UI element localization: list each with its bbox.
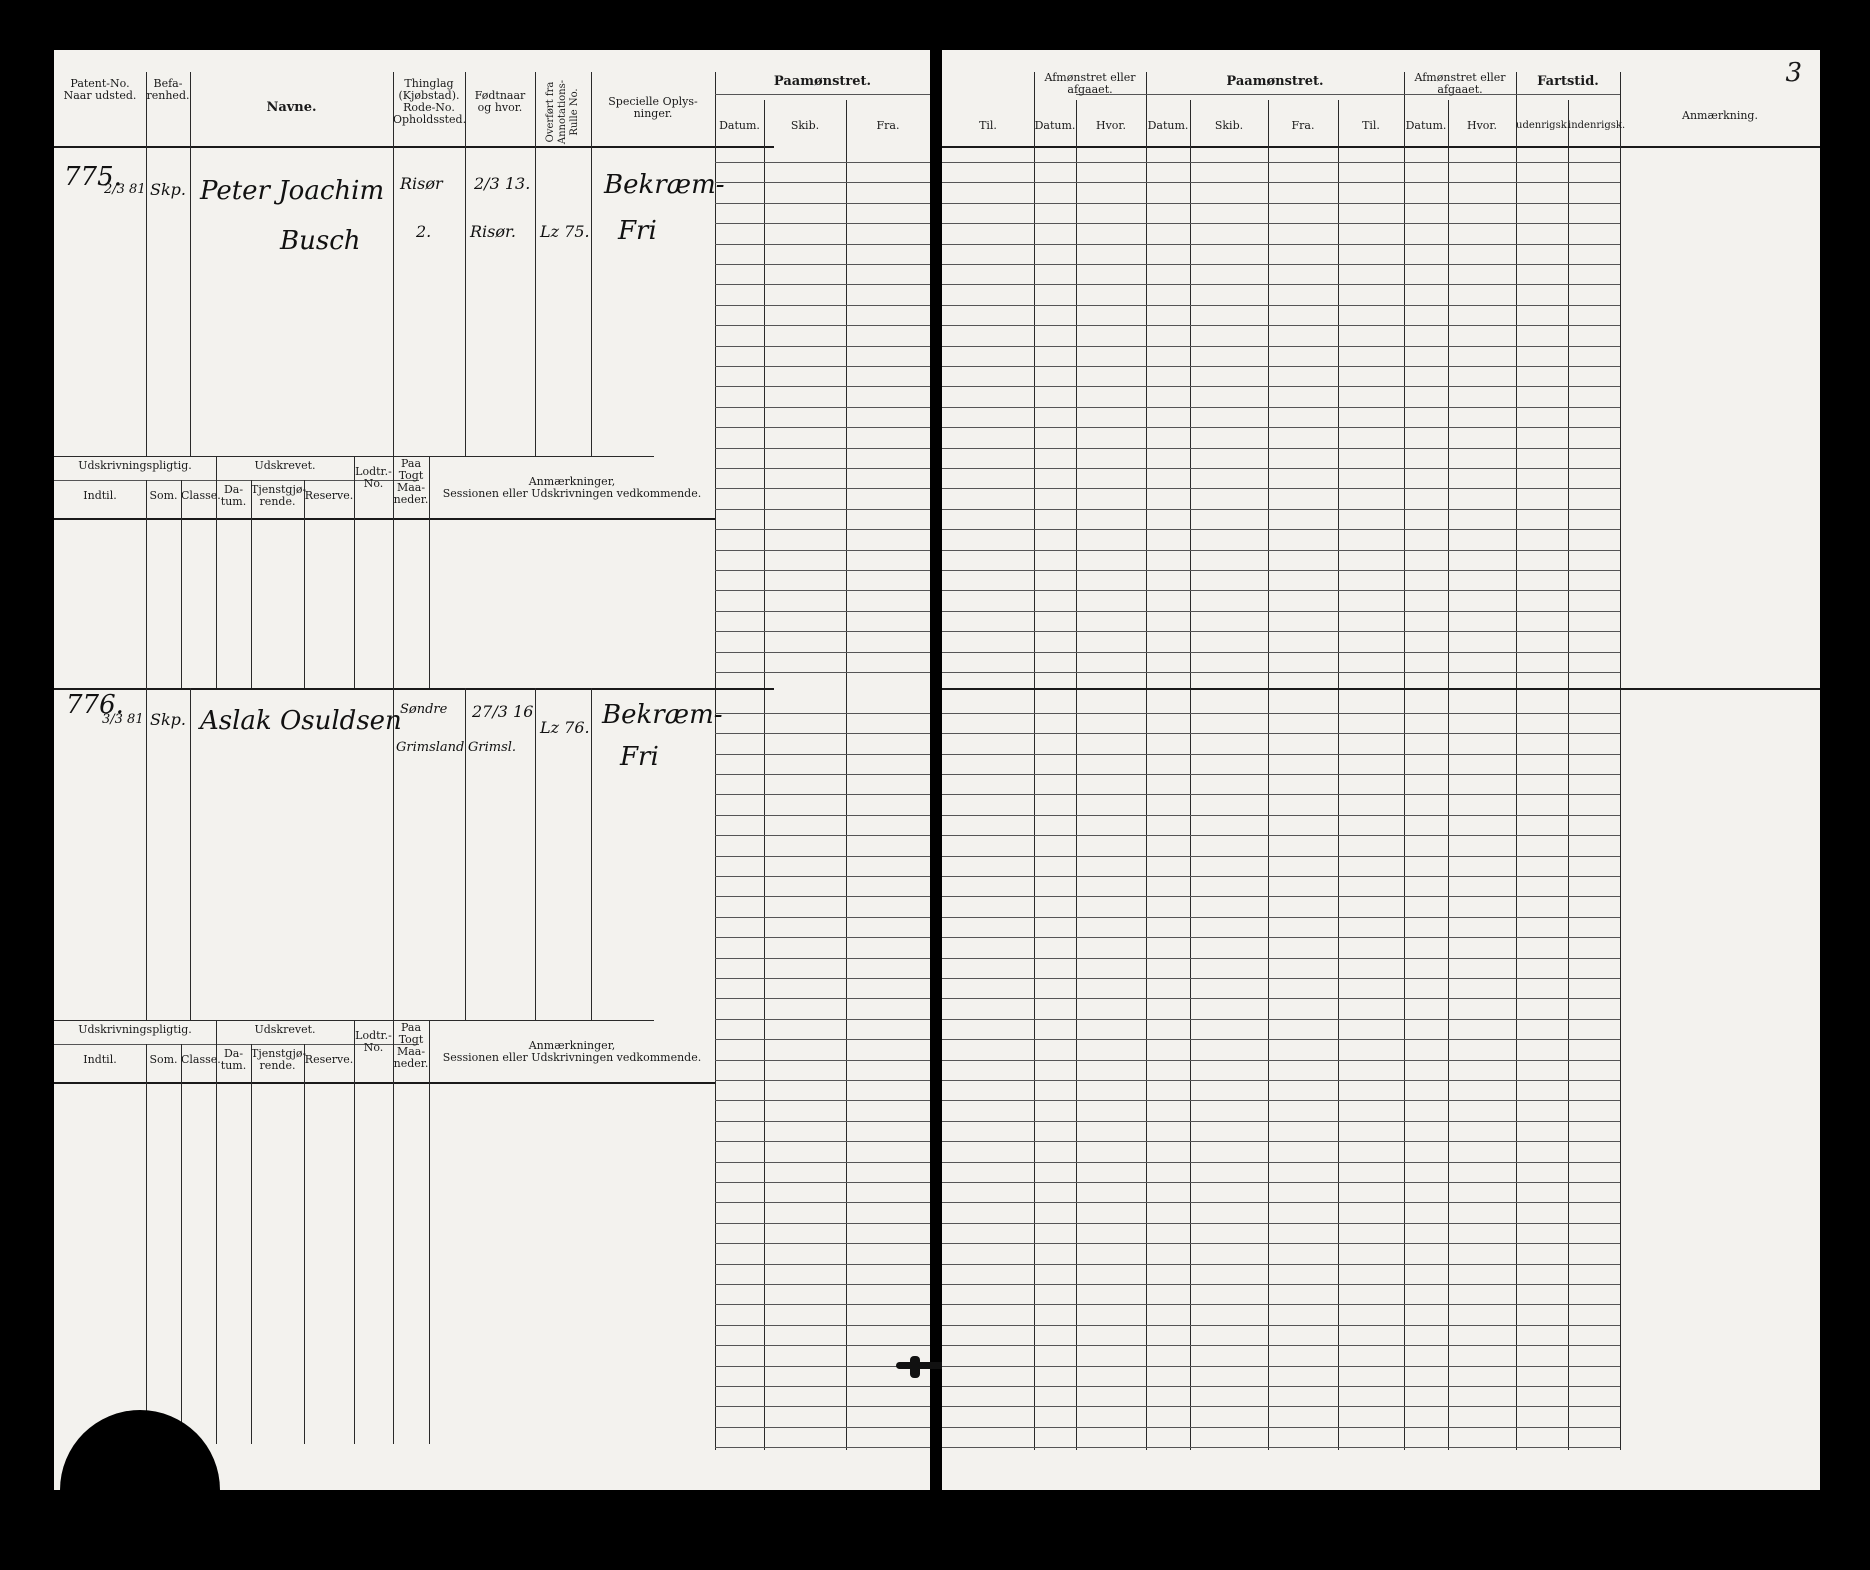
ruled-line <box>715 856 930 857</box>
ruled-line <box>715 652 930 653</box>
header-fodt: Fødtnaar og hvor. <box>474 89 526 114</box>
header-fra: Fra. <box>1291 119 1315 132</box>
ruled-line <box>942 203 1620 204</box>
ruled-line <box>715 529 930 530</box>
ruled-line <box>715 203 930 204</box>
ruled-line <box>715 182 930 183</box>
fartstid-underline <box>1516 94 1620 95</box>
ruled-line <box>942 509 1620 510</box>
sub-col-divider <box>354 456 355 688</box>
ruled-line <box>715 1121 930 1122</box>
ruled-line <box>715 244 930 245</box>
entry-2-thinglag: Søndre <box>400 702 448 717</box>
right-page <box>942 50 1820 1490</box>
ruled-line <box>942 1366 1620 1367</box>
col-divider <box>764 100 765 1450</box>
ruled-line <box>715 1141 930 1142</box>
ruled-line <box>715 1284 930 1285</box>
col-divider <box>1448 100 1449 1450</box>
ruled-line <box>715 631 930 632</box>
entry-2-name-first: Aslak Osuldsen <box>200 706 402 736</box>
entry-2-number: 776. <box>66 690 124 720</box>
entry-1-date: 2/3 81 <box>104 182 146 197</box>
ruled-line <box>715 448 930 449</box>
ruled-line <box>715 1264 930 1265</box>
ruled-line <box>715 427 930 428</box>
ruled-line <box>715 1386 930 1387</box>
col-divider <box>535 72 536 456</box>
ruled-line <box>942 611 1620 612</box>
ruled-line <box>715 550 930 551</box>
ruled-line <box>715 937 930 938</box>
ruled-line <box>715 754 930 755</box>
ruled-line <box>942 958 1620 959</box>
ruled-line <box>715 509 930 510</box>
ruled-line <box>942 1345 1620 1346</box>
header-paamonstret: Paamønstret. <box>1226 74 1324 89</box>
entry-2-date: 3/3 81 <box>102 712 144 727</box>
ruled-line <box>715 1243 930 1244</box>
header-befarenhed: Befa- renhed. <box>146 77 190 102</box>
ruled-line <box>942 937 1620 938</box>
sub-col-divider <box>251 480 252 688</box>
sub-reserve: Reserve. <box>304 489 354 502</box>
header-datum: Datum. <box>1147 119 1189 132</box>
ruled-line <box>715 1406 930 1407</box>
header-bottom-rule <box>942 146 1820 148</box>
ruled-line <box>715 284 930 285</box>
ruled-line <box>942 896 1620 897</box>
entry-1-name-last: Busch <box>280 226 361 256</box>
paamonstret-underline <box>1146 94 1404 95</box>
header-overfort: Overført fra Annotations- Rulle No. <box>545 79 580 145</box>
ruled-line <box>715 1223 930 1224</box>
ruled-line <box>942 774 1620 775</box>
paamonstret-underline <box>715 94 930 95</box>
sub-col-divider <box>354 1020 355 1444</box>
entry-1-specielle-1: Bekræm- <box>604 170 725 200</box>
ruled-line <box>715 794 930 795</box>
ruled-line <box>715 713 930 714</box>
col-divider <box>535 688 536 1020</box>
sub-som: Som. <box>149 489 178 502</box>
ruled-line <box>942 162 1620 163</box>
ruled-line <box>942 713 1620 714</box>
ruled-line <box>942 631 1620 632</box>
ruled-line <box>715 611 930 612</box>
ruled-line <box>715 488 930 489</box>
ruled-line <box>715 305 930 306</box>
header-datum: Datum. <box>1034 119 1076 132</box>
ruled-line <box>715 978 930 979</box>
col-divider <box>1338 100 1339 1450</box>
ruled-line <box>715 896 930 897</box>
ruled-line <box>715 366 930 367</box>
sub-col-divider <box>304 480 305 688</box>
col-divider <box>591 72 592 456</box>
ruled-line <box>715 1162 930 1163</box>
ruled-line <box>942 1427 1620 1428</box>
ruled-line <box>942 448 1620 449</box>
ruled-line <box>942 488 1620 489</box>
sub-datum: Da- tum. <box>220 1047 247 1072</box>
header-fra: Fra. <box>876 119 900 132</box>
entry-2-overfort: Lz 76. <box>540 718 590 737</box>
header-indenrigsk: indenrigsk. <box>1568 120 1626 131</box>
sub-col-divider <box>429 1020 430 1444</box>
ruled-line <box>942 182 1620 183</box>
ruled-line <box>942 1121 1620 1122</box>
binding-knot <box>910 1356 920 1378</box>
entry-1-overfort: Lz 75. <box>540 222 590 241</box>
ruled-line <box>942 550 1620 551</box>
ruled-line <box>715 570 930 571</box>
sub-paa-togt: Paa Togt Maa- neder. <box>393 1021 429 1070</box>
ruled-line <box>942 529 1620 530</box>
ruled-line <box>942 386 1620 387</box>
header-udenrigsk: udenrigsk. <box>1516 120 1570 131</box>
ruled-line <box>715 835 930 836</box>
ruled-line <box>942 305 1620 306</box>
col-divider <box>1268 100 1269 1450</box>
ruled-line <box>715 1202 930 1203</box>
ruled-line <box>715 815 930 816</box>
sub-col-divider <box>181 480 182 688</box>
ruled-line <box>942 366 1620 367</box>
header-datum: Datum. <box>1405 119 1447 132</box>
entry-1-name-first: Peter Joachim <box>200 176 385 206</box>
ruled-line <box>715 1060 930 1061</box>
ruled-line <box>942 427 1620 428</box>
header-thinglag: Thinglag (Kjøbstad). Rode-No. Opholdssted. <box>393 77 467 126</box>
ruled-line <box>715 876 930 877</box>
ruled-line <box>715 1447 930 1448</box>
page-number: 3 <box>1785 58 1802 88</box>
entry-2-specielle-1: Bekræm- <box>602 700 723 730</box>
sub-col-divider <box>216 1020 217 1444</box>
header-hvor: Hvor. <box>1467 119 1497 132</box>
ruled-line <box>942 1304 1620 1305</box>
col-divider <box>190 688 191 1020</box>
header-til: Til. <box>979 119 997 132</box>
ruled-line <box>715 223 930 224</box>
sub-col-divider <box>146 1044 147 1444</box>
entry-1-befarenhed: Skp. <box>150 180 186 199</box>
header-datum: Datum. <box>719 119 760 132</box>
col-divider <box>1568 100 1569 1450</box>
entry-2-fodt-place: Grimsl. <box>468 740 517 755</box>
ruled-line <box>942 917 1620 918</box>
ruled-line <box>942 835 1620 836</box>
sub-lodtr-no: Lodtr.- No. <box>355 465 392 490</box>
ruled-line <box>942 1141 1620 1142</box>
ruled-line <box>715 590 930 591</box>
ruled-line <box>942 652 1620 653</box>
entry-2-rode-no: Grimsland <box>396 740 465 755</box>
entry-1-specielle-2: Fri <box>618 216 657 246</box>
sub-lodtr-no: Lodtr.- No. <box>355 1029 392 1054</box>
ruled-line <box>942 1019 1620 1020</box>
ruled-line <box>942 1039 1620 1040</box>
ruled-line <box>942 754 1620 755</box>
ruled-line <box>715 1325 930 1326</box>
ruled-line <box>942 325 1620 326</box>
sub-datum: Da- tum. <box>220 483 247 508</box>
ruled-line <box>942 1447 1620 1448</box>
ruled-line <box>942 876 1620 877</box>
ruled-line <box>715 1304 930 1305</box>
header-bottom-rule <box>54 146 774 148</box>
ruled-line <box>942 1100 1620 1101</box>
col-divider <box>393 688 394 1020</box>
sub-anmaerkninger: Anmærkninger, Sessionen eller Udskrivningen vedkommende. <box>442 475 702 500</box>
header-afmonstret: Afmønstret eller afgaaet. <box>1044 71 1136 96</box>
col-divider <box>146 72 147 456</box>
sub-col-divider <box>251 1044 252 1444</box>
ruled-line <box>942 223 1620 224</box>
sub-classe: Classe. <box>181 489 221 502</box>
ruled-line <box>942 1386 1620 1387</box>
ruled-line <box>942 1080 1620 1081</box>
sub-col-divider <box>393 1020 394 1444</box>
entry-1-thinglag: Risør <box>400 174 443 193</box>
subtable-header-rule <box>54 518 715 520</box>
ruled-line <box>715 1427 930 1428</box>
entry-2-specielle-2: Fri <box>620 742 659 772</box>
header-specielle: Specielle Oplys- ninger. <box>608 95 698 120</box>
ruled-line <box>715 264 930 265</box>
ruled-line <box>942 264 1620 265</box>
col-divider <box>190 72 191 456</box>
ruled-line <box>715 1100 930 1101</box>
ruled-line <box>942 1202 1620 1203</box>
ruled-line <box>715 386 930 387</box>
header-paamonstret: Paamønstret. <box>773 74 872 89</box>
ruled-line <box>942 1243 1620 1244</box>
ruled-line <box>942 998 1620 999</box>
ruled-line <box>942 1182 1620 1183</box>
entry-1-number: 775. <box>64 162 122 192</box>
sub-udskrivningspligtig: Udskrivningspligtig. <box>78 1023 192 1036</box>
ruled-line <box>942 1162 1620 1163</box>
ruled-line <box>715 958 930 959</box>
sub-som: Som. <box>149 1053 178 1066</box>
sub-tjenstgjorende: Tjenstgjø- rende. <box>251 483 307 508</box>
header-fartstid: Fartstid. <box>1537 74 1599 89</box>
sub-udskrivningspligtig: Udskrivningspligtig. <box>78 459 192 472</box>
col-divider <box>393 72 394 456</box>
sub-paa-togt: Paa Togt Maa- neder. <box>393 457 429 506</box>
ruled-line <box>715 1080 930 1081</box>
ruled-line <box>942 590 1620 591</box>
sub-anmaerkninger: Anmærkninger, Sessionen eller Udskrivningen vedkommende. <box>442 1039 702 1064</box>
ruled-line <box>715 346 930 347</box>
sub-indtil: Indtil. <box>83 1053 117 1066</box>
ruled-line <box>942 244 1620 245</box>
ruled-line <box>715 1345 930 1346</box>
col-divider <box>465 688 466 1020</box>
header-navne: Navne. <box>266 100 317 115</box>
sub-udskrevet: Udskrevet. <box>254 459 316 472</box>
ruled-line <box>715 1182 930 1183</box>
sub-reserve: Reserve. <box>304 1053 354 1066</box>
ruled-line <box>715 1019 930 1020</box>
sub-tjenstgjorende: Tjenstgjø- rende. <box>251 1047 307 1072</box>
ruled-line <box>942 1060 1620 1061</box>
header-patent-no: Patent-No. Naar udsted. <box>63 77 137 102</box>
ruled-line <box>942 407 1620 408</box>
ruled-line <box>942 1223 1620 1224</box>
ruled-line <box>715 917 930 918</box>
ruled-line <box>942 794 1620 795</box>
ruled-line <box>715 672 930 673</box>
ruled-line <box>942 1325 1620 1326</box>
entry-1-fodt-date: 2/3 13. <box>474 174 531 193</box>
sub-indtil: Indtil. <box>83 489 117 502</box>
ruled-line <box>942 1406 1620 1407</box>
col-divider <box>1190 100 1191 1450</box>
col-divider <box>146 688 147 1020</box>
page-shadow <box>60 1410 220 1570</box>
col-divider <box>465 72 466 456</box>
entry-2-befarenhed: Skp. <box>150 710 186 729</box>
col-divider <box>1076 100 1077 1450</box>
header-til: Til. <box>1362 119 1380 132</box>
sub-col-divider <box>181 1044 182 1444</box>
header-anmaerkning: Anmærkning. <box>1682 109 1758 122</box>
ruled-line <box>942 815 1620 816</box>
col-divider <box>846 100 847 1450</box>
subtable-header-rule <box>54 1082 715 1084</box>
sub-col-divider <box>304 1044 305 1444</box>
entry-1-rode-no: 2. <box>416 222 432 241</box>
ruled-line <box>942 284 1620 285</box>
ruled-line <box>715 733 930 734</box>
ruled-line <box>942 1264 1620 1265</box>
header-hvor: Hvor. <box>1096 119 1126 132</box>
entry-1-fodt-place: Risør. <box>470 222 516 241</box>
entry-divider-rule <box>54 688 774 690</box>
col-divider <box>591 688 592 1020</box>
sub-classe: Classe. <box>181 1053 221 1066</box>
sub-col-divider <box>146 480 147 688</box>
ruled-line <box>942 733 1620 734</box>
ruled-line <box>942 468 1620 469</box>
col-divider <box>1620 72 1621 1450</box>
ruled-line <box>942 1284 1620 1285</box>
ruled-line <box>942 346 1620 347</box>
left-page <box>54 50 930 1490</box>
header-skib: Skib. <box>790 119 820 132</box>
ruled-line <box>715 998 930 999</box>
ruled-line <box>942 856 1620 857</box>
ruled-line <box>715 407 930 408</box>
ruled-line <box>715 774 930 775</box>
ruled-line <box>715 468 930 469</box>
ruled-line <box>942 672 1620 673</box>
ruled-line <box>715 162 930 163</box>
ruled-line <box>715 1039 930 1040</box>
ruled-line <box>715 325 930 326</box>
entry-divider-rule <box>942 688 1820 690</box>
sub-udskrevet: Udskrevet. <box>254 1023 316 1036</box>
ruled-line <box>942 978 1620 979</box>
header-skib: Skib. <box>1214 119 1244 132</box>
header-afmonstret: Afmønstret eller afgaaet. <box>1414 71 1506 96</box>
entry-2-fodt-date: 27/3 16 <box>472 702 534 721</box>
ruled-line <box>942 570 1620 571</box>
